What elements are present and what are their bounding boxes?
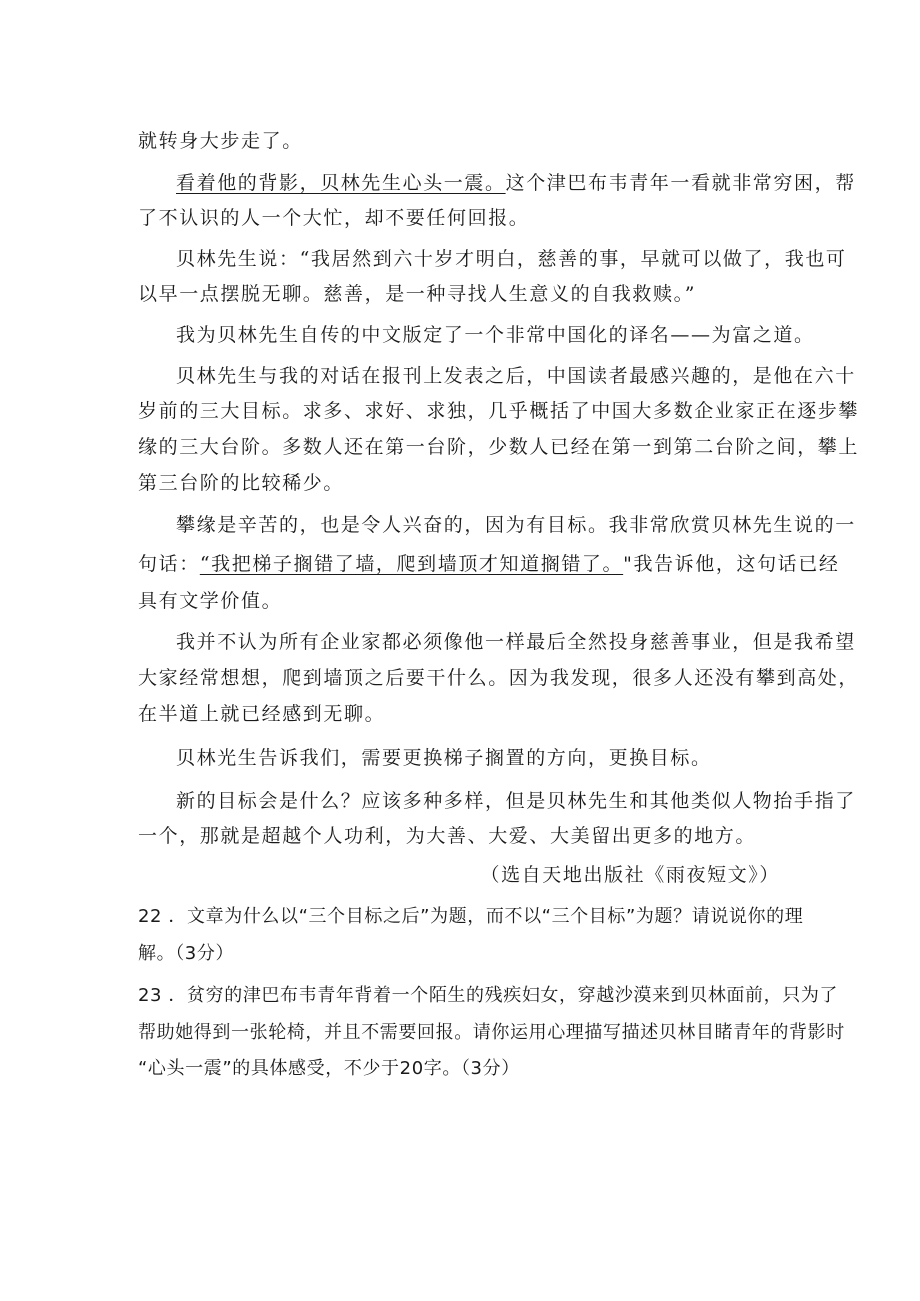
passage-text: 这个津巴布韦青年一看就非常穷困，帮 [505, 172, 856, 194]
passage-line: 我并不认为所有企业家都必须像他一样最后全然投身慈善事业，但是我希望 [176, 631, 856, 653]
passage-line [176, 168, 856, 198]
passage-text: "我告诉他，这句话已经 [623, 553, 840, 575]
passage-line: 就转身大步走了。 [138, 130, 303, 152]
passage-line: 一个，那就是超越个人功利，为大善、大爱、大美留出更多的地方。 [138, 825, 757, 847]
question-22: 22 ．文章为什么以“三个目标之后”为题，而不以“三个目标”为题？请说说你的理 [138, 906, 804, 927]
passage-line: 缘的三大台阶。多数人还在第一台阶，少数人已经在第一到第二台阶之间，攀上 [138, 436, 860, 458]
passage-line: 了不认识的人一个大忙，却不要任何回报。 [138, 207, 530, 229]
question-23-cont: “心头一震”的具体感受，不少于20字。（3分） [138, 1058, 520, 1079]
passage-line: 第三台阶的比较稀少。 [138, 472, 345, 494]
passage-line: 贝林先生说：“我居然到六十岁才明白，慈善的事，早就可以做了，我也可 [176, 248, 847, 270]
passage-line: 贝林光生告诉我们，需要更换梯子搁置的方向，更换目标。 [176, 747, 712, 769]
question-23: 23 ．贫穷的津巴布韦青年背着一个陌生的残疾妇女，穿越沙漠来到贝林面前，只为了 [138, 985, 839, 1006]
passage-line: 大家经常想想，爬到墙顶之后要干什么。因为我发现，很多人还没有攀到高处， [138, 667, 860, 689]
source-citation: （选自天地出版社《雨夜短文》） [480, 864, 780, 886]
passage-line: 具有文学价值。 [138, 590, 283, 612]
passage-line: 攀缘是辛苦的，也是令人兴奋的，因为有目标。我非常欣赏贝林先生说的一 [176, 514, 856, 536]
underlined-sentence: 看着他的背影，贝林先生心头一震。 [176, 172, 506, 194]
passage-line: 我为贝林先生自传的中文版定了一个非常中国化的译名——为富之道。 [176, 324, 815, 346]
question-23-cont: 帮助她得到一张轮椅，并且不需要回报。请你运用心理描写描述贝林目睹青年的背影时 [138, 1022, 845, 1043]
passage-line: 以早一点摆脱无聊。慈善，是一种寻找人生意义的自我救赎。” [138, 283, 697, 305]
question-22-cont: 解。（3分） [138, 943, 235, 964]
passage-line: 岁前的三大目标。求多、求好、求独，几乎概括了中国大多数企业家正在逐步攀 [138, 400, 860, 422]
passage-line [138, 549, 840, 579]
passage-line: 贝林先生与我的对话在报刊上发表之后，中国读者最感兴趣的，是他在六十 [176, 365, 856, 387]
passage-line: 在半道上就已经感到无聊。 [138, 703, 386, 725]
passage-text: 句话： [138, 553, 200, 575]
underlined-quote: “我把梯子搁错了墙，爬到墙顶才知道搁错了。 [199, 553, 624, 575]
passage-line: 新的目标会是什么？应该多种多样，但是贝林先生和其他类似人物抬手指了 [176, 790, 856, 812]
